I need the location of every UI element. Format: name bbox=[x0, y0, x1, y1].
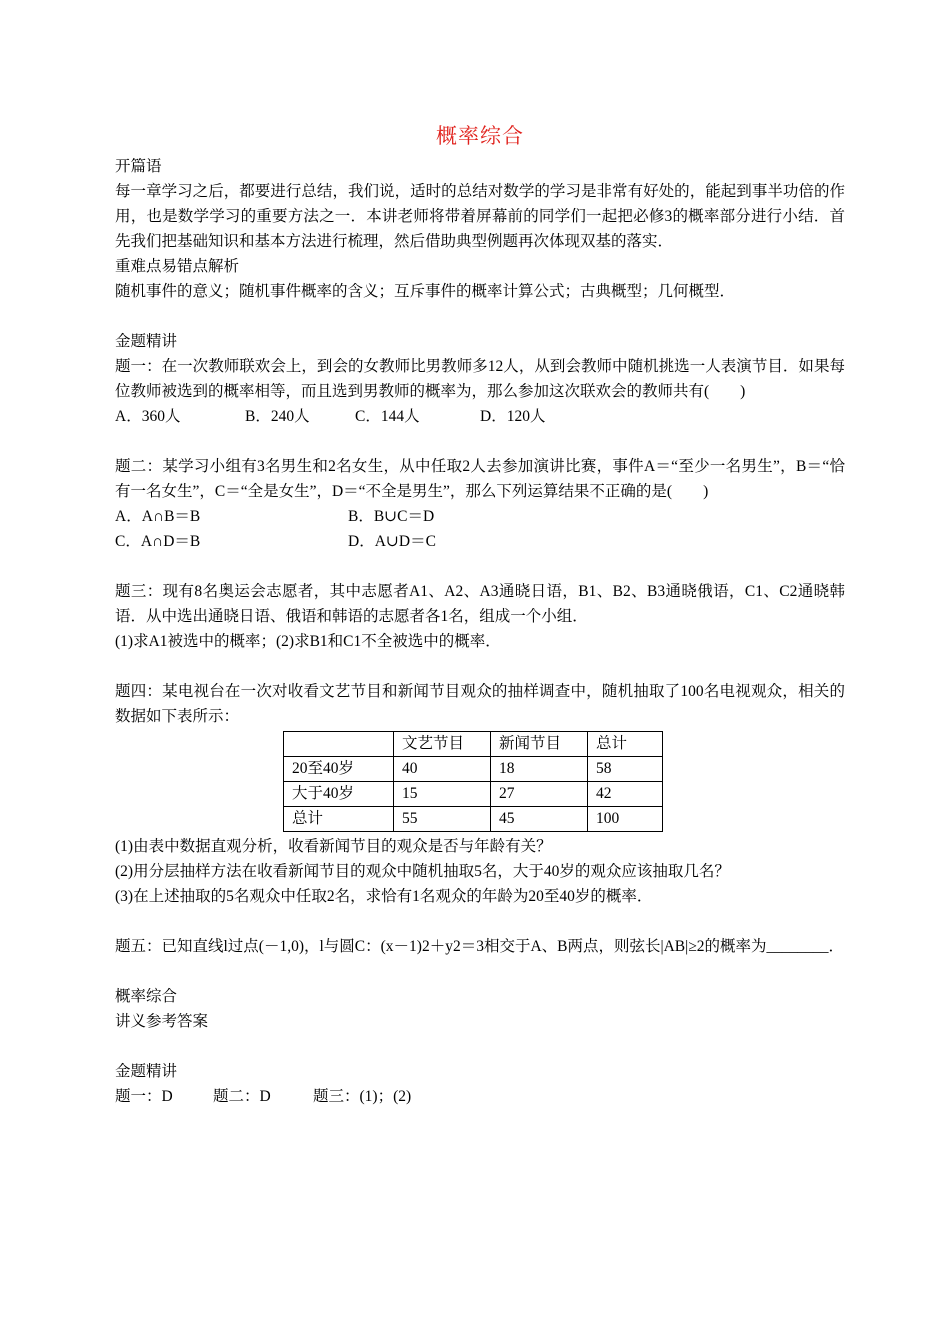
option-d: D．120人 bbox=[480, 408, 546, 425]
option-d: D．A∪D＝C bbox=[348, 533, 436, 550]
question-4-sub-3: (3)在上述抽取的5名观众中任取2名，求恰有1名观众的年龄为20至40岁的概率． bbox=[115, 888, 653, 905]
option-c: C．144人 bbox=[355, 408, 420, 425]
table-cell: 45 bbox=[491, 807, 588, 832]
question-5-stem: 题五：已知直线l过点(－1,0)，l与圆C：(x－1)2＋y2＝3相交于A、B两点，则弦长|AB|≥2的概率为________． bbox=[115, 938, 845, 955]
table-header-row bbox=[284, 732, 663, 757]
question-2-options-row-2 bbox=[115, 529, 845, 554]
table-row bbox=[284, 782, 663, 807]
table-cell: 55 bbox=[394, 807, 491, 832]
intro-text: 每一章学习之后，都要进行总结，我们说，适时的总结对数学的学习是非常有好处的，能起到事半功倍的作用，也是数学学习的重要方法之一．本讲老师将带着屏幕前的同学们一起把必修3的概率部分进行小结．首先我们把基础知识和基本方法进行梳理，然后借助典型例题再次体现双基的落实． bbox=[115, 183, 845, 250]
table-row bbox=[284, 757, 663, 782]
table-header-cell: 新闻节目 bbox=[491, 732, 588, 757]
spacer bbox=[115, 909, 845, 934]
table-cell: 20至40岁 bbox=[284, 757, 394, 782]
answer-3: 题三：(1)；(2) bbox=[313, 1088, 412, 1105]
table-cell: 大于40岁 bbox=[284, 782, 394, 807]
section-heading: 金题精讲 bbox=[115, 333, 178, 350]
intro-heading: 开篇语 bbox=[115, 158, 162, 175]
table-cell: 总计 bbox=[284, 807, 394, 832]
key-points-heading: 重难点易错点解析 bbox=[115, 258, 240, 275]
key-points-text: 随机事件的意义；随机事件概率的含义；互斥事件的概率计算公式；古典概型；几何概型． bbox=[115, 283, 736, 300]
answer-title: 概率综合 bbox=[115, 988, 178, 1005]
question-3-stem: 题三：现有8名奥运会志愿者，其中志愿者A1、A2、A3通晓日语，B1、B2、B3通晓俄语，C1、C2通晓韩语．从中选出通晓日语、俄语和韩语的志愿者各1名，组成一个小组． bbox=[115, 583, 845, 625]
table-row bbox=[284, 807, 663, 832]
table-cell: 42 bbox=[588, 782, 663, 807]
table-cell: 58 bbox=[588, 757, 663, 782]
question-4-sub-2: (2)用分层抽样方法在收看新闻节目的观众中随机抽取5名，大于40岁的观众应该抽取几名？ bbox=[115, 863, 730, 880]
spacer bbox=[115, 1034, 845, 1059]
table-cell: 15 bbox=[394, 782, 491, 807]
question-4-stem: 题四：某电视台在一次对收看文艺节目和新闻节目观众的抽样调查中，随机抽取了100名电视观众，相关的数据如下表所示： bbox=[115, 683, 845, 725]
option-b: B．240人 bbox=[245, 408, 310, 425]
question-2-options-row-1 bbox=[115, 504, 845, 529]
table-cell: 40 bbox=[394, 757, 491, 782]
document-page bbox=[115, 120, 845, 1109]
spacer bbox=[115, 959, 845, 984]
table-header-cell bbox=[284, 732, 394, 757]
answer-subtitle: 讲义参考答案 bbox=[115, 1013, 209, 1030]
spacer bbox=[115, 654, 845, 679]
option-a: A．360人 bbox=[115, 408, 181, 425]
survey-table bbox=[283, 731, 663, 832]
answer-2: 题二：D bbox=[213, 1088, 271, 1105]
question-3-subquestions: (1)求A1被选中的概率；(2)求B1和C1不全被选中的概率． bbox=[115, 633, 501, 650]
option-b: B．B∪C＝D bbox=[348, 508, 435, 525]
table-cell: 27 bbox=[491, 782, 588, 807]
question-2-stem: 题二：某学习小组有3名男生和2名女生，从中任取2人去参加演讲比赛，事件A＝“至少一名男生”，B＝“恰有一名女生”，C＝“全是女生”，D＝“不全是男生”，那么下列运算结果不正确的是( ) bbox=[115, 458, 845, 500]
question-1-stem: 题一：在一次教师联欢会上，到会的女教师比男教师多12人，从到会教师中随机挑选一人表演节目．如果每位教师被选到的概率相等，而且选到男教师的概率为，那么参加这次联欢会的教师共有( ) bbox=[115, 358, 845, 400]
question-4-sub-1: (1)由表中数据直观分析，收看新闻节目的观众是否与年龄有关？ bbox=[115, 838, 552, 855]
spacer bbox=[115, 554, 845, 579]
answer-heading: 金题精讲 bbox=[115, 1063, 178, 1080]
table-header-cell: 文艺节目 bbox=[394, 732, 491, 757]
spacer bbox=[115, 304, 845, 329]
answer-list bbox=[115, 1084, 845, 1109]
spacer bbox=[115, 429, 845, 454]
table-cell: 100 bbox=[588, 807, 663, 832]
table-cell: 18 bbox=[491, 757, 588, 782]
option-c: C．A∩D＝B bbox=[115, 533, 201, 550]
option-a: A．A∩B＝B bbox=[115, 508, 201, 525]
table-header-cell: 总计 bbox=[588, 732, 663, 757]
page-title: 概率综合 bbox=[436, 124, 524, 148]
question-1-options bbox=[115, 404, 845, 429]
answer-1: 题一：D bbox=[115, 1088, 173, 1105]
